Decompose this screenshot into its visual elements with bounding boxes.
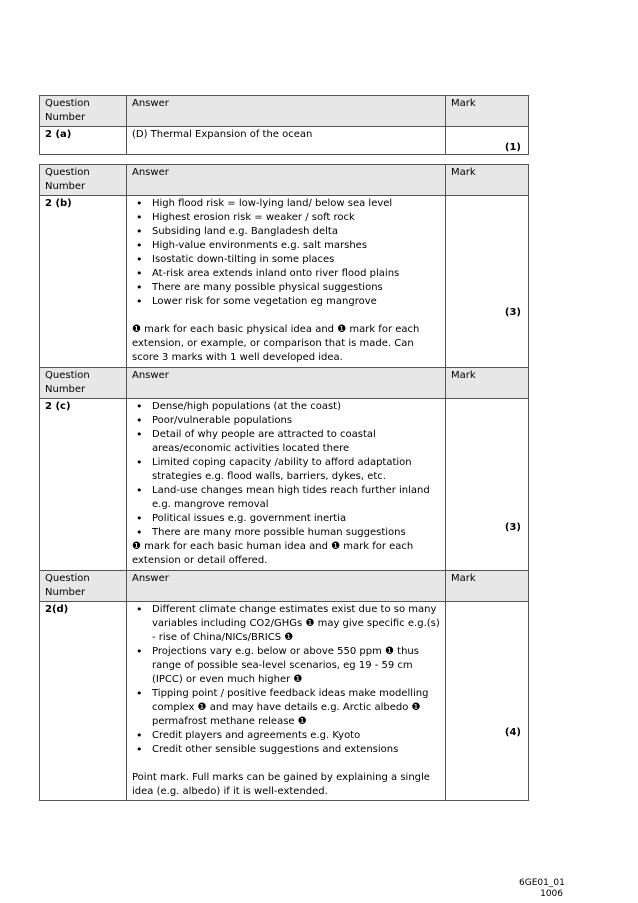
paper-code: 6GE01_01 <box>519 878 565 888</box>
answer-cell <box>127 399 446 573</box>
mark-cell <box>446 399 529 573</box>
paper-footer <box>519 878 563 900</box>
mark-cell <box>446 602 529 801</box>
answer-point: • Political issues e.g. government inertia <box>132 512 440 526</box>
answer-point: • Detail of why people are attracted to coastal areas/economic activities located there <box>132 428 440 456</box>
mark-cell <box>446 196 529 370</box>
answer-text: (D) Thermal Expansion of the ocean <box>127 127 446 155</box>
question-number-header: Question Number <box>40 571 127 602</box>
mark-scheme-table-2a <box>39 95 529 155</box>
mark-header: Mark <box>446 571 529 602</box>
answer-header: Answer <box>127 165 446 196</box>
answer-point: • Credit other sensible suggestions and extensions <box>132 743 440 757</box>
mark-value: (3) <box>504 307 521 318</box>
mark-cell <box>446 127 529 155</box>
answer-points <box>132 197 440 309</box>
question-number-header: Question Number <box>40 96 127 127</box>
answer-point: • Projections vary e.g. below or above 550 ppm ❶ thus range of possible sea-level scenarios, eg 19 - 59 cm (IPCC) or even much higher ❶ <box>132 645 440 687</box>
marking-note: ❶ mark for each basic physical idea and ❶ mark for each extension, or example, or comparison that is made. Can score 3 marks with 1 well developed idea. <box>132 324 420 363</box>
mark-scheme-table-2d <box>39 570 529 801</box>
answer-point: • At-risk area extends inland onto river flood plains <box>132 267 440 281</box>
question-number: 2 (c) <box>40 399 127 573</box>
answer-point: • Credit players and agreements e.g. Kyoto <box>132 729 440 743</box>
answer-points <box>132 400 440 540</box>
marking-note: Point mark. Full marks can be gained by explaining a single idea (e.g. albedo) if it is well-extended. <box>132 772 430 797</box>
answer-point: • Dense/high populations (at the coast) <box>132 400 440 414</box>
answer-point: • Limited coping capacity /ability to afford adaptation strategies e.g. flood walls, barriers, dykes, etc. <box>132 456 440 484</box>
mark-value: (1) <box>504 142 521 153</box>
answer-header: Answer <box>127 96 446 127</box>
answer-point: • Land-use changes mean high tides reach further inland e.g. mangrove removal <box>132 484 440 512</box>
answer-point: • Isostatic down-tilting in some places <box>132 253 440 267</box>
answer-header: Answer <box>127 368 446 399</box>
answer-header: Answer <box>127 571 446 602</box>
question-number-header: Question Number <box>40 368 127 399</box>
answer-point: • There are many more possible human suggestions <box>132 526 440 540</box>
mark-scheme-table-2b <box>39 164 529 370</box>
answer-cell <box>127 602 446 801</box>
paper-session: 1006 <box>540 889 563 899</box>
question-number: 2 (b) <box>40 196 127 370</box>
mark-header: Mark <box>446 96 529 127</box>
answer-point: • Subsiding land e.g. Bangladesh delta <box>132 225 440 239</box>
mark-value: (3) <box>504 522 521 533</box>
mark-header: Mark <box>446 165 529 196</box>
answer-point: • There are many possible physical suggestions <box>132 281 440 295</box>
marking-note: ❶ mark for each basic human idea and ❶ mark for each extension or detail offered. <box>132 541 414 566</box>
answer-point: • High flood risk = low-lying land/ below sea level <box>132 197 440 211</box>
answer-cell <box>127 196 446 370</box>
answer-point: • Different climate change estimates exist due to so many variables including CO2/GHGs ❶ may give specific e.g.(s) - rise of China/NICs/BRICS ❶ <box>132 603 440 645</box>
answer-point: • Poor/vulnerable populations <box>132 414 440 428</box>
answer-point: • Highest erosion risk = weaker / soft rock <box>132 211 440 225</box>
answer-point: • High-value environments e.g. salt marshes <box>132 239 440 253</box>
mark-value: (4) <box>504 727 521 738</box>
answer-points <box>132 603 440 757</box>
answer-point: • Lower risk for some vegetation eg mangrove <box>132 295 440 309</box>
mark-scheme-table-2c <box>39 367 529 573</box>
question-number-header: Question Number <box>40 165 127 196</box>
mark-header: Mark <box>446 368 529 399</box>
question-number: 2(d) <box>40 602 127 801</box>
answer-point: • Tipping point / positive feedback ideas make modelling complex ❶ and may have details e.g. Arctic albedo ❶ permafrost methane release ❶ <box>132 687 440 729</box>
question-number: 2 (a) <box>40 127 127 155</box>
